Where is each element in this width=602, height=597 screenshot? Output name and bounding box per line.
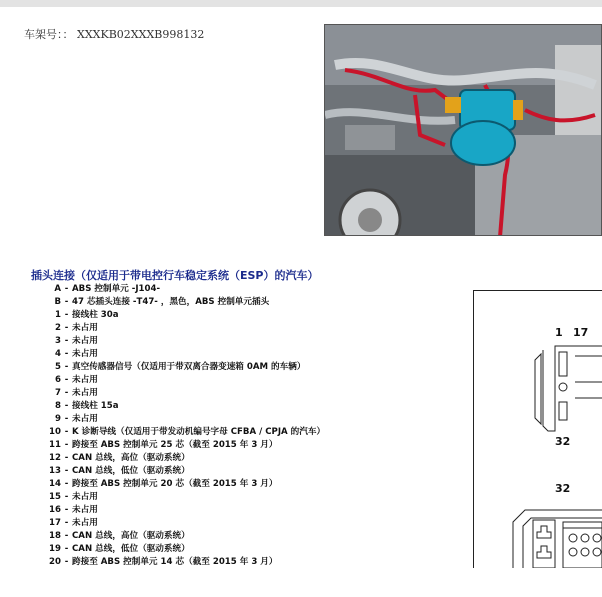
pin-id: 15 xyxy=(49,492,61,502)
list-item: 6 - 未占用 xyxy=(44,374,325,387)
pin-id: 2 xyxy=(55,323,61,333)
connector-label-32-bottom: 32 xyxy=(555,482,571,495)
list-item: 13 - CAN 总线，低位（驱动系统） xyxy=(44,465,325,478)
section-heading: 插头连接（仅适用于带电控行车稳定系统（ESP）的汽车） xyxy=(31,269,319,282)
list-item: 16 - 未占用 xyxy=(44,504,325,517)
connector-drawing xyxy=(473,290,602,568)
pin-description: 未占用 xyxy=(72,349,98,359)
connector-label-1: 1 xyxy=(555,326,563,339)
pin-description: CAN 总线，低位（驱动系统） xyxy=(72,544,190,554)
pin-id: 7 xyxy=(55,388,61,398)
list-item: 2 - 未占用 xyxy=(44,322,325,335)
pin-id: 12 xyxy=(49,453,61,463)
list-item: 8 - 接线柱 15a xyxy=(44,400,325,413)
pin-description: 47 芯插头连接 -T47- ，黑色，ABS 控制单元插头 xyxy=(72,297,270,307)
pin-id: 14 xyxy=(49,479,61,489)
pin-id: 19 xyxy=(49,544,61,554)
pin-id: 9 xyxy=(55,414,61,424)
list-item: 3 - 未占用 xyxy=(44,335,325,348)
pin-description: CAN 总线，低位（驱动系统） xyxy=(72,466,190,476)
pin-description: 未占用 xyxy=(72,505,98,515)
list-item: 7 - 未占用 xyxy=(44,387,325,400)
pin-description: 接线柱 30a xyxy=(72,310,119,320)
pin-id: 1 xyxy=(55,310,61,320)
list-item: 17 - 未占用 xyxy=(44,517,325,530)
connector-diagram xyxy=(473,290,602,568)
pin-description: 跨接至 ABS 控制单元 25 芯（截至 2015 年 3 月） xyxy=(72,440,278,450)
pin-id: 20 xyxy=(49,557,61,567)
list-item: 15 - 未占用 xyxy=(44,491,325,504)
pin-id: 11 xyxy=(49,440,61,450)
list-item: 12 - CAN 总线，高位（驱动系统） xyxy=(44,452,325,465)
list-item: 20 - 跨接至 ABS 控制单元 14 芯（截至 2015 年 3 月） xyxy=(44,556,325,569)
pin-description: K 诊断导线（仅适用于带发动机编号字母 CFBA / CPJA 的汽车） xyxy=(72,427,326,437)
top-bar xyxy=(0,0,602,7)
list-item: 5 - 真空传感器信号（仅适用于带双离合器变速箱 0AM 的车辆） xyxy=(44,361,325,374)
vin-label: 车架号：： xyxy=(24,28,74,41)
list-item: 10 - K 诊断导线（仅适用于带发动机编号字母 CFBA / CPJA 的汽车） xyxy=(44,426,325,439)
engine-photo-illustration xyxy=(325,25,602,236)
pin-list xyxy=(44,283,325,569)
pin-id: 4 xyxy=(55,349,61,359)
list-item: A - ABS 控制单元 -J104- xyxy=(44,283,325,296)
list-item: 9 - 未占用 xyxy=(44,413,325,426)
pin-description: 未占用 xyxy=(72,518,98,528)
pin-description: CAN 总线，高位（驱动系统） xyxy=(72,531,190,541)
pin-id: 16 xyxy=(49,505,61,515)
list-item: 19 - CAN 总线，低位（驱动系统） xyxy=(44,543,325,556)
pin-id: 17 xyxy=(49,518,61,528)
pin-description: 未占用 xyxy=(72,375,98,385)
pin-id: B xyxy=(54,297,61,307)
list-item: 1 - 接线柱 30a xyxy=(44,309,325,322)
list-item: 4 - 未占用 xyxy=(44,348,325,361)
connector-label-17: 17 xyxy=(573,326,589,339)
pin-description: 跨接至 ABS 控制单元 20 芯（截至 2015 年 3 月） xyxy=(72,479,278,489)
pin-id: 13 xyxy=(49,466,61,476)
list-item: B - 47 芯插头连接 -T47- ，黑色，ABS 控制单元插头 xyxy=(44,296,325,309)
list-item: 18 - CAN 总线，高位（驱动系统） xyxy=(44,530,325,543)
pin-description: 接线柱 15a xyxy=(72,401,119,411)
pin-description: ABS 控制单元 -J104- xyxy=(72,284,161,294)
pin-id: 18 xyxy=(49,531,61,541)
pin-description: CAN 总线，高位（驱动系统） xyxy=(72,453,190,463)
pin-description: 未占用 xyxy=(72,388,98,398)
pin-id: 10 xyxy=(49,427,61,437)
vin-value: XXXKB02XXXB998132 xyxy=(77,28,205,41)
pin-id: 6 xyxy=(55,375,61,385)
pin-description: 未占用 xyxy=(72,323,98,333)
pin-description: 未占用 xyxy=(72,492,98,502)
vin-line xyxy=(24,26,204,42)
list-item: 14 - 跨接至 ABS 控制单元 20 芯（截至 2015 年 3 月） xyxy=(44,478,325,491)
list-item: 11 - 跨接至 ABS 控制单元 25 芯（截至 2015 年 3 月） xyxy=(44,439,325,452)
pin-description: 未占用 xyxy=(72,414,98,424)
connector-label-32-top: 32 xyxy=(555,435,571,448)
engine-bay-photo xyxy=(324,24,602,236)
pin-description: 真空传感器信号（仅适用于带双离合器变速箱 0AM 的车辆） xyxy=(72,362,306,372)
pin-description: 跨接至 ABS 控制单元 14 芯（截至 2015 年 3 月） xyxy=(72,557,278,567)
pin-id: 8 xyxy=(55,401,61,411)
pin-id: A xyxy=(54,284,61,294)
pin-id: 3 xyxy=(55,336,61,346)
pin-description: 未占用 xyxy=(72,336,98,346)
pin-id: 5 xyxy=(55,362,61,372)
